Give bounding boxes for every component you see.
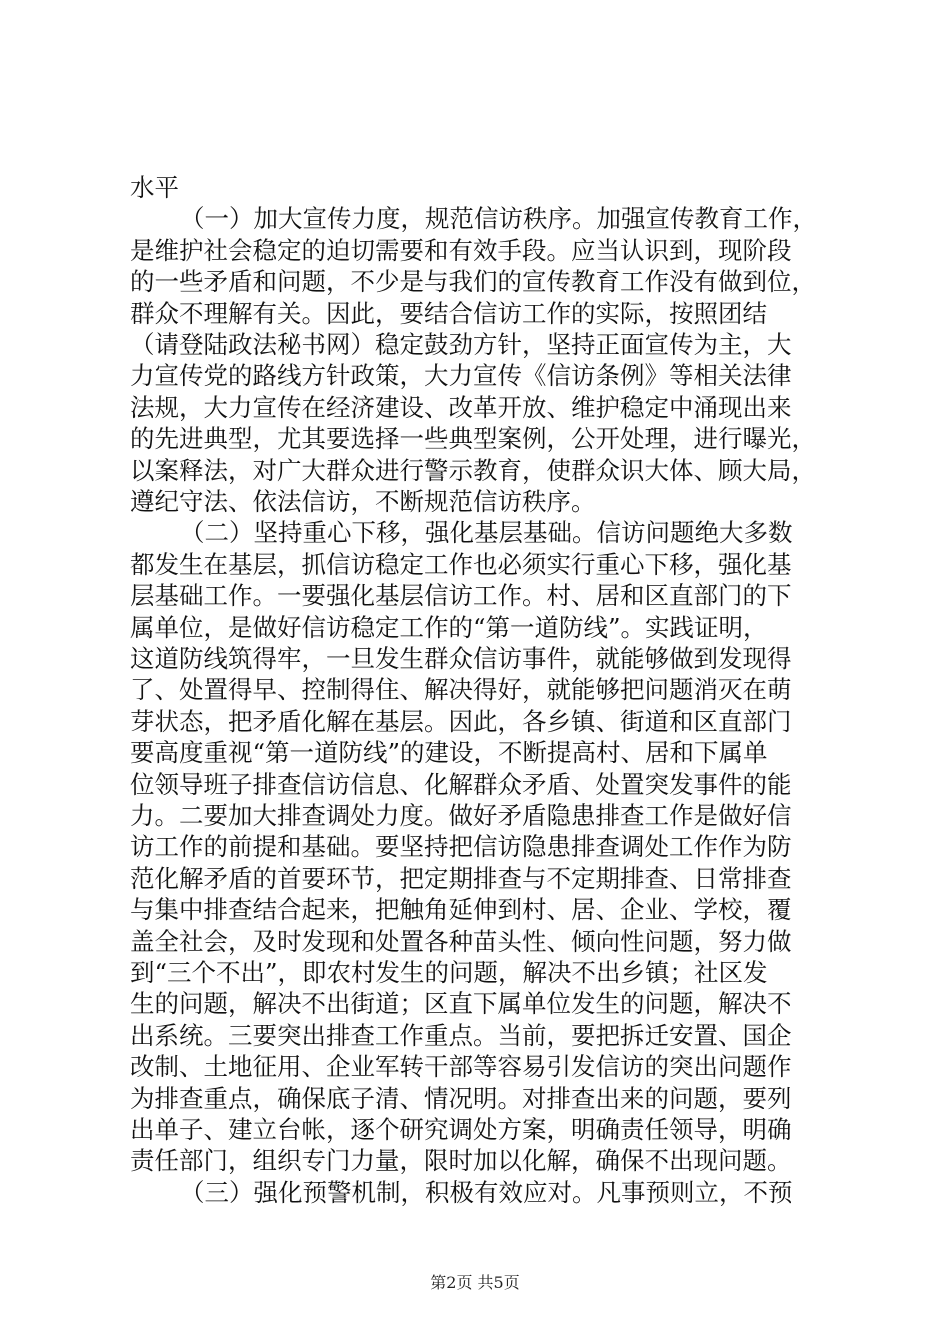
text-line: 到“三个不出”，即农村发生的问题，解决不出乡镇；社区发 [130, 958, 768, 987]
text-line: 位领导班子排查信访信息、化解群众矛盾、处置突发事件的能 [130, 770, 792, 799]
text-line: 是维护社会稳定的迫切需要和有效手段。应当认识到，现阶段 [130, 236, 792, 265]
text-line: 生的问题，解决不出街道；区直下属单位发生的问题，解决不 [130, 989, 792, 1018]
text-line: 的先进典型，尤其要选择一些典型案例，公开处理，进行曝光， [130, 424, 816, 453]
text-line: （请登陆政法秘书网）稳定鼓劲方针，坚持正面宣传为主，大 [130, 330, 792, 359]
text-line: 责任部门，组织专门力量，限时加以化解，确保不出现问题。 [130, 1146, 792, 1175]
text-line: （一）加大宣传力度，规范信访秩序。加强宣传教育工作， [180, 204, 817, 233]
text-line: 以案释法，对广大群众进行警示教育，使群众识大体、顾大局， [130, 456, 816, 485]
text-line: 属单位，是做好信访稳定工作的“第一道防线”。实践证明， [130, 613, 768, 642]
text-line: 法规，大力宣传在经济建设、改革开放、维护稳定中涌现出来 [130, 393, 792, 422]
text-line: 了、处置得早、控制得住、解决得好，就能够把问题消灭在萌 [130, 675, 792, 704]
text-line: 与集中排查结合起来，把触角延伸到村、居、企业、学校，覆 [130, 895, 792, 924]
text-line: 访工作的前提和基础。要坚持把信访隐患排查调处工作作为防 [130, 832, 792, 861]
text-line: 力宣传党的路线方针政策，大力宣传《信访条例》等相关法律 [130, 361, 792, 390]
text-line: 力。二要加大排查调处力度。做好矛盾隐患排查工作是做好信 [130, 801, 792, 830]
text-line: 盖全社会，及时发现和处置各种苗头性、倾向性问题，努力做 [130, 927, 792, 956]
text-line: 层基础工作。一要强化基层信访工作。村、居和区直部门的下 [130, 581, 792, 610]
text-line: 出系统。三要突出排查工作重点。当前，要把拆迁安置、国企 [130, 1021, 792, 1050]
text-line: 的一些矛盾和问题，不少是与我们的宣传教育工作没有做到位， [130, 267, 816, 296]
text-line: 芽状态，把矛盾化解在基层。因此，各乡镇、街道和区直部门 [130, 707, 792, 736]
text-line: 改制、土地征用、企业军转干部等容易引发信访的突出问题作 [130, 1052, 792, 1081]
page-footer: 第2页 共5页 [430, 1273, 520, 1292]
text-line: 都发生在基层，抓信访稳定工作也必须实行重心下移，强化基 [130, 550, 792, 579]
text-line: 出单子、建立台帐，逐个研究调处方案，明确责任领导，明确 [130, 1115, 792, 1144]
text-line: （三）强化预警机制，积极有效应对。凡事预则立，不预 [180, 1178, 793, 1207]
text-line: 水平 [130, 173, 179, 202]
text-line: 这道防线筑得牢，一旦发生群众信访事件，就能够做到发现得 [130, 644, 792, 673]
text-line: 要高度重视“第一道防线”的建设，不断提高村、居和下属单 [130, 738, 768, 767]
text-line: 遵纪守法、依法信访，不断规范信访秩序。 [130, 487, 596, 516]
text-line: （二）坚持重心下移，强化基层基础。信访问题绝大多数 [180, 518, 793, 547]
text-line: 范化解矛盾的首要环节，把定期排查与不定期排查、日常排查 [130, 864, 792, 893]
text-line: 为排查重点，确保底子清、情况明。对排查出来的问题，要列 [130, 1084, 792, 1113]
text-line: 群众不理解有关。因此，要结合信访工作的实际，按照团结 [130, 299, 767, 328]
